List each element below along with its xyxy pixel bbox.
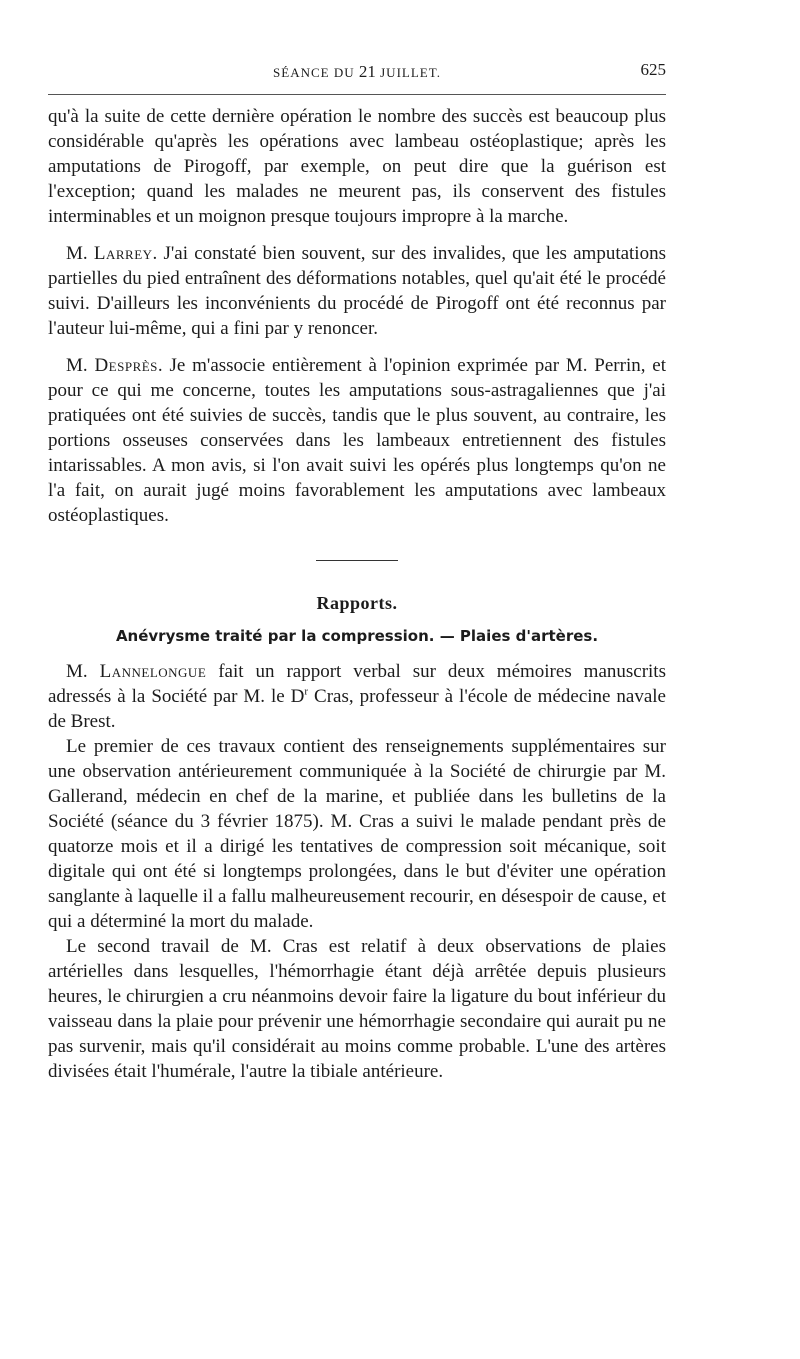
section-divider <box>316 560 398 561</box>
speech-text: . J'ai constaté bien souvent, sur des invalides, que les amputations partielles du pied entraînent des déformations notables, quel qu'ait été le procédé suivi. D'ailleurs les inconvénients du procédé de Pirogoff ont été reconnus par l'auteur lui-même, qui a fini par y renoncer. <box>48 243 666 339</box>
running-header <box>48 62 666 84</box>
header-rule <box>48 94 666 95</box>
speaker-name: Lannelongue <box>99 661 207 682</box>
paragraph-larrey <box>48 241 666 341</box>
paragraph-lannelongue <box>48 659 666 734</box>
speaker-prefix: M. <box>66 355 95 376</box>
speaker-name: Desprès <box>94 355 158 376</box>
body-text <box>48 104 666 1084</box>
header-title-after: JUILLET. <box>375 65 441 80</box>
report-text-b: Cras, professeur à l'école de médecine navale de Brest. <box>48 686 666 732</box>
header-title-number: 21 <box>358 62 376 81</box>
report-text-a: fait un rapport verbal sur deux mémoires manuscrits adressés à la Société par M. le D <box>48 661 666 707</box>
header-title-before: SÉANCE DU <box>273 65 359 80</box>
paragraph-continued: qu'à la suite de cette dernière opération le nombre des succès est beaucoup plus considérable qu'après les opérations avec lambeau ostéoplastique; après les amputations de Pirogoff, par exemple, on peut dire que la guérison est l'exception; quand les malades ne meurent pas, ils conservent des fistules interminables et un moignon presque toujours impropre à la marche. <box>48 106 666 227</box>
paragraph-second-work: Le second travail de M. Cras est relatif à deux observations de plaies artérielles dans lesquelles, l'hémorrhagie étant déjà arrêtée depuis plusieurs heures, le chirurgien a cru néanmoins devoir faire la ligature du bout inférieur du vaisseau dans la plaie pour prévenir une hémorrhagie secondaire qui aurait pu ne pas survenir, mais qu'il considérait au moins comme probable. L'une des artères divisées était l'humérale, l'autre la tibiale antérieure. <box>48 936 666 1082</box>
header-title <box>48 62 666 82</box>
section-title: Rapports. <box>316 593 398 613</box>
section-subtitle: Anévrysme traité par la compression. — Plaies d'artères. <box>115 627 599 645</box>
page-number: 625 <box>640 60 666 79</box>
speaker-name: Larrey <box>93 243 153 264</box>
doctor-superscript: r <box>304 685 309 698</box>
paragraph-despres <box>48 353 666 528</box>
paragraph-first-work: Le premier de ces travaux contient des renseignements supplémentaires sur une observation antérieurement communiquée à la Société de chirurgie par M. Gallerand, médecin en chef de la marine, et publiée dans les bulletins de la Société (séance du 3 février 1875). M. Cras a suivi le malade pendant près de quatorze mois et il a dirigé les tentatives de compression soit mécanique, soit digitale qui ont été si longtemps prolongées, dans le but d'éviter une opération sanglante à laquelle il a fallu malheureusement recourir, en désespoir de cause, et qui a déterminé la mort du malade. <box>48 736 666 932</box>
speaker-prefix: M. <box>66 661 100 682</box>
speaker-prefix: M. <box>66 243 94 264</box>
speech-text: . Je m'associe entièrement à l'opinion exprimée par M. Perrin, et pour ce qui me concerne, toutes les amputations sous-astragaliennes que j'ai pratiquées ont été suivies de succès, tandis que le plus souvent, au contraire, les portions osseuses conservées dans les lambeaux entretiennent des fistules intarissables. A mon avis, si l'on avait suivi les opérés plus longtemps qu'on ne l'a fait, on aurait jugé moins favorablement les amputations avec lambeaux ostéoplastiques. <box>48 355 666 526</box>
